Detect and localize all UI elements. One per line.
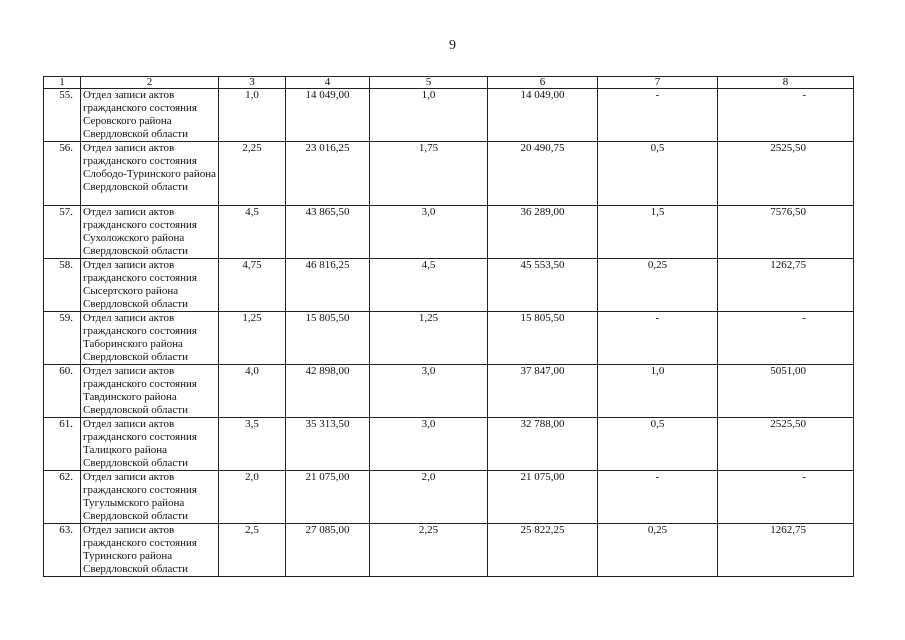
cell-col4: 21 075,00 [286,471,370,524]
cell-col8: 2525,50 [718,418,854,471]
department-name: Отдел записи актов гражданского состояния Тавдинского района Свердловской области [81,365,219,418]
cell-col3: 4,0 [219,365,286,418]
row-number: 62. [44,471,81,524]
cell-col4: 42 898,00 [286,365,370,418]
cell-col5: 2,0 [370,471,488,524]
page-number: 9 [449,38,456,53]
table-row [44,418,854,471]
table-row [44,524,854,577]
cell-col3: 3,5 [219,418,286,471]
cell-col4: 27 085,00 [286,524,370,577]
cell-col3: 2,0 [219,471,286,524]
department-name: Отдел записи актов гражданского состояния Серовского района Свердловской области [81,89,219,142]
cell-col3: 4,75 [219,259,286,312]
cell-col7: 0,5 [598,418,718,471]
table-row [44,471,854,524]
header-cell: 5 [370,77,488,89]
cell-col8: - [718,471,854,524]
row-number: 57. [44,206,81,259]
row-number: 58. [44,259,81,312]
cell-col7: 0,5 [598,142,718,206]
cell-col5: 3,0 [370,365,488,418]
department-name: Отдел записи актов гражданского состояния Туринского района Свердловской области [81,524,219,577]
cell-col7: - [598,471,718,524]
table-row [44,259,854,312]
row-number: 56. [44,142,81,206]
table-row [44,206,854,259]
cell-col5: 1,0 [370,89,488,142]
cell-col7: - [598,89,718,142]
cell-col7: - [598,312,718,365]
header-cell: 8 [718,77,854,89]
cell-col3: 1,0 [219,89,286,142]
row-number: 60. [44,365,81,418]
table-row [44,142,854,206]
cell-col5: 3,0 [370,418,488,471]
cell-col4: 35 313,50 [286,418,370,471]
row-number: 63. [44,524,81,577]
cell-col4: 14 049,00 [286,89,370,142]
table-row [44,365,854,418]
cell-col5: 1,75 [370,142,488,206]
header-cell: 1 [44,77,81,89]
department-name: Отдел записи актов гражданского состояния Таборинского района Свердловской области [81,312,219,365]
cell-col3: 2,5 [219,524,286,577]
department-name: Отдел записи актов гражданского состояния Слободо-Туринского района Свердловской области [81,142,219,206]
department-name: Отдел записи актов гражданского состояния Сысертского района Свердловской области [81,259,219,312]
cell-col6: 36 289,00 [488,206,598,259]
cell-col6: 15 805,50 [488,312,598,365]
cell-col4: 23 016,25 [286,142,370,206]
cell-col3: 1,25 [219,312,286,365]
cell-col4: 15 805,50 [286,312,370,365]
cell-col7: 0,25 [598,524,718,577]
cell-col8: 7576,50 [718,206,854,259]
header-cell: 4 [286,77,370,89]
department-name: Отдел записи актов гражданского состояния Тугулымского района Свердловской области [81,471,219,524]
header-cell: 2 [81,77,219,89]
cell-col7: 1,0 [598,365,718,418]
cell-col3: 2,25 [219,142,286,206]
cell-col4: 43 865,50 [286,206,370,259]
cell-col6: 45 553,50 [488,259,598,312]
header-cell: 7 [598,77,718,89]
table-row [44,89,854,142]
header-cell: 6 [488,77,598,89]
cell-col5: 4,5 [370,259,488,312]
cell-col8: - [718,312,854,365]
cell-col6: 21 075,00 [488,471,598,524]
cell-col8: 2525,50 [718,142,854,206]
data-table [43,76,854,577]
row-number: 55. [44,89,81,142]
row-number: 59. [44,312,81,365]
cell-col4: 46 816,25 [286,259,370,312]
header-cell: 3 [219,77,286,89]
cell-col6: 32 788,00 [488,418,598,471]
cell-col5: 1,25 [370,312,488,365]
department-name: Отдел записи актов гражданского состояния Талицкого района Свердловской области [81,418,219,471]
table-header-row [44,77,854,89]
cell-col6: 37 847,00 [488,365,598,418]
row-number: 61. [44,418,81,471]
cell-col8: 5051,00 [718,365,854,418]
cell-col8: - [718,89,854,142]
table-row [44,312,854,365]
cell-col5: 2,25 [370,524,488,577]
cell-col5: 3,0 [370,206,488,259]
cell-col8: 1262,75 [718,524,854,577]
cell-col3: 4,5 [219,206,286,259]
department-name: Отдел записи актов гражданского состояния Сухоложского района Свердловской области [81,206,219,259]
cell-col6: 25 822,25 [488,524,598,577]
cell-col6: 14 049,00 [488,89,598,142]
cell-col6: 20 490,75 [488,142,598,206]
cell-col8: 1262,75 [718,259,854,312]
cell-col7: 0,25 [598,259,718,312]
cell-col7: 1,5 [598,206,718,259]
